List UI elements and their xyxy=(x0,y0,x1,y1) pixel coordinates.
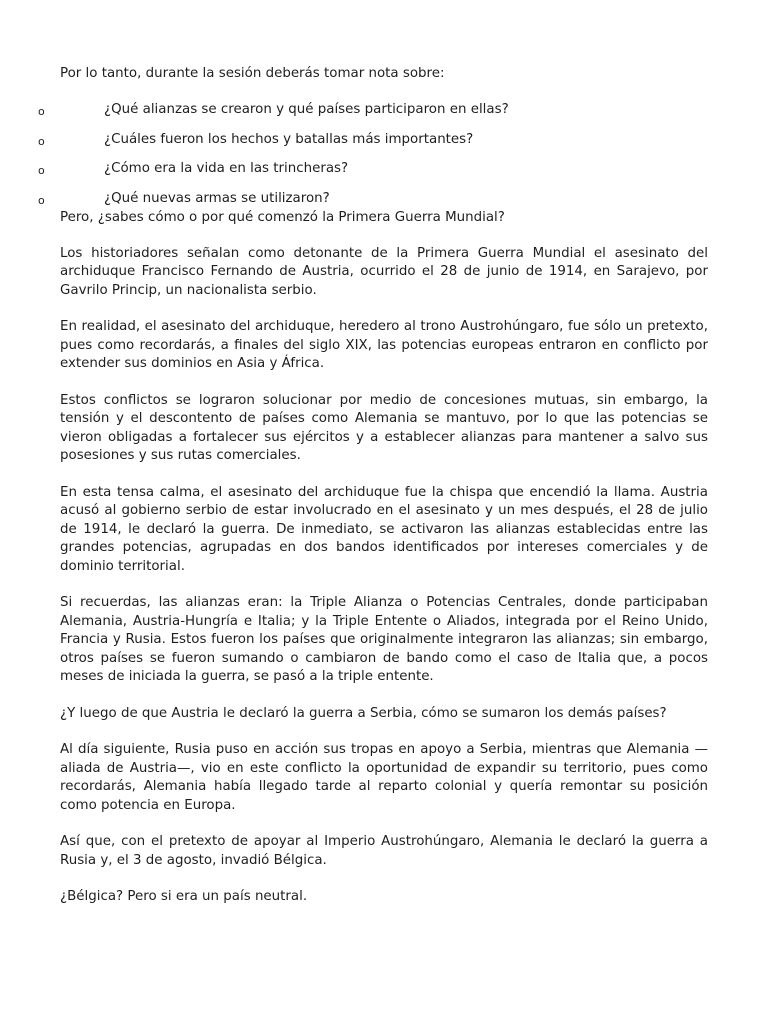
question-list xyxy=(0,100,768,218)
bullet-marker: o xyxy=(38,193,45,207)
paragraph: En esta tensa calma, el asesinato del archiduque fue la chispa que encendió la llama. Austria acusó al gobierno serbio de estar involucrado en el asesinato y un mes después, el 28 de julio de 1914, le declaró la guerra. De inmediato, se activaron las alianzas establecidas entre las grandes potencias, agrupadas en dos bandos identificados por intereses comerciales y de dominio territorial. xyxy=(60,484,708,574)
intro-text: Por lo tanto, durante la sesión deberás tomar nota sobre: xyxy=(60,66,445,81)
list-item xyxy=(0,130,768,160)
paragraph: ¿Y luego de que Austria le declaró la guerra a Serbia, cómo se sumaron los demás países? xyxy=(60,705,667,721)
bullet-marker: o xyxy=(38,134,45,148)
bullet-marker: o xyxy=(38,105,45,118)
list-item-text: ¿Cómo era la vida en las trincheras? xyxy=(104,161,349,176)
paragraph: Los historiadores señalan como detonante de la Primera Guerra Mundial el asesinato del archiduque Francisco Fernando de Austria, ocurrido el 28 de junio de 1914, en Sarajevo, por Gavrilo Princip, un nacionalista serbio. xyxy=(60,245,708,298)
paragraph: Al día siguiente, Rusia puso en acción sus tropas en apoyo a Serbia, mientras que Alemania —aliada de Austria—, vio en este conflicto la oportunidad de expandir su territorio, pues como recordarás, Alemania había llegado tarde al reparto colonial y quería remontar su posición como potencia en Europa. xyxy=(60,742,708,813)
paragraph: Estos conflictos se lograron solucionar por medio de concesiones mutuas, sin embargo, la tensión y el descontento de países como Alemania se mantuvo, por lo que las potencias se vieron obligadas a fortalecer sus ejércitos y a establecer alianzas para mantener a salvo sus posesiones y sus rutas comerciales. xyxy=(60,392,708,463)
body-text xyxy=(60,209,708,925)
list-item xyxy=(0,159,768,189)
paragraph: Pero, ¿sabes cómo o por qué comenzó la Primera Guerra Mundial? xyxy=(60,210,505,225)
bullet-marker: o xyxy=(38,164,45,177)
paragraph: Si recuerdas, las alianzas eran: la Triple Alianza o Potencias Centrales, donde participaban Alemania, Austria-Hungría e Italia; y la Triple Entente o Aliados, integrada por el Reino Unido, Francia y Rusia. Estos fueron los países que originalmente integraron las alianzas; sin embargo, otros países se fueron sumando o cambiaron de bando como el caso de Italia que, a pocos meses de iniciada la guerra, se pasó a la triple entente. xyxy=(60,595,708,684)
paragraph: En realidad, el asesinato del archiduque, heredero al trono Austrohúngaro, fue sólo un pretexto, pues como recordarás, a finales del siglo XIX, las potencias europeas entraron en conflicto por extender sus dominios en Asia y África. xyxy=(60,319,708,371)
list-item xyxy=(0,100,768,130)
list-item-text: ¿Qué alianzas se crearon y qué países participaron en ellas? xyxy=(104,102,509,117)
list-item-text: ¿Cuáles fueron los hechos y batallas más importantes? xyxy=(104,131,474,147)
paragraph: Así que, con el pretexto de apoyar al Imperio Austrohúngaro, Alemania le declaró la guerra a Rusia y, el 3 de agosto, invadió Bélgica. xyxy=(60,834,708,868)
list-item-text: ¿Qué nuevas armas se utilizaron? xyxy=(104,190,330,206)
paragraph: ¿Bélgica? Pero si era un país neutral. xyxy=(60,889,308,904)
